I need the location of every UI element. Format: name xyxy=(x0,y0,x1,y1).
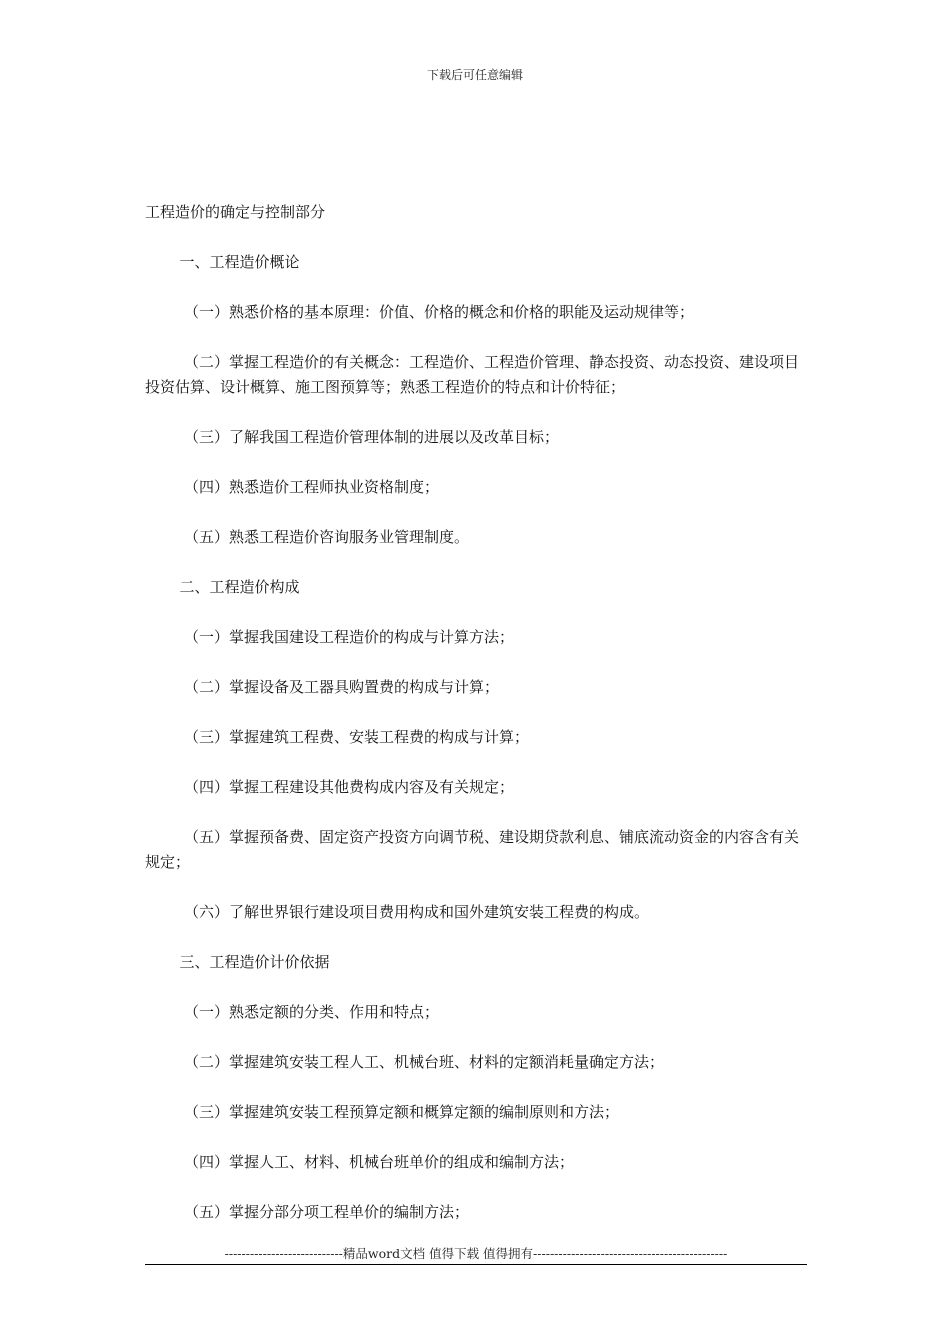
list-item: （五）掌握分部分项工程单价的编制方法； xyxy=(184,1203,470,1221)
section-heading: 一、工程造价概论 xyxy=(179,253,300,271)
list-item: （二）掌握建筑安装工程人工、机械台班、材料的定额消耗量确定方法； xyxy=(184,1053,665,1071)
list-item: （三）掌握建筑安装工程预算定额和概算定额的编制原则和方法； xyxy=(184,1103,620,1121)
list-item: （二）掌握工程造价的有关概念：工程造价、工程造价管理、静态投资、动态投资、建设项目投资估算、设计概算、施工图预算等；熟悉工程造价的特点和计价特征； xyxy=(145,353,800,396)
list-item: （五）熟悉工程造价咨询服务业管理制度。 xyxy=(184,528,470,546)
section-heading: 二、工程造价构成 xyxy=(179,578,300,596)
list-item: （四）掌握工程建设其他费构成内容及有关规定； xyxy=(184,778,515,796)
page-footer: ----------------------------精品word文档 值得下载 值得拥有---------------------------------------------- xyxy=(145,1244,807,1265)
list-item: （五）掌握预备费、固定资产投资方向调节税、建设期贷款利息、铺底流动资金的内容含有关规定； xyxy=(145,828,800,871)
list-item: （一）熟悉定额的分类、作用和特点； xyxy=(184,1003,440,1021)
document-body xyxy=(145,200,810,1250)
list-item: （四）掌握人工、材料、机械台班单价的组成和编制方法； xyxy=(184,1153,575,1171)
list-item: （六）了解世界银行建设项目费用构成和国外建筑安装工程费的构成。 xyxy=(184,903,650,921)
list-item: （三）了解我国工程造价管理体制的进展以及改革目标； xyxy=(184,428,560,446)
page-header: 下载后可任意编辑 xyxy=(426,68,523,82)
list-item: （一）熟悉价格的基本原理：价值、价格的概念和价格的职能及运动规律等； xyxy=(184,303,695,321)
list-item: （一）掌握我国建设工程造价的构成与计算方法； xyxy=(184,628,515,646)
section-heading: 三、工程造价计价依据 xyxy=(179,953,330,971)
list-item: （二）掌握设备及工器具购置费的构成与计算； xyxy=(184,678,500,696)
list-item: （四）熟悉造价工程师执业资格制度； xyxy=(184,478,440,496)
document-title: 工程造价的确定与控制部分 xyxy=(145,203,326,221)
list-item: （三）掌握建筑工程费、安装工程费的构成与计算； xyxy=(184,728,530,746)
